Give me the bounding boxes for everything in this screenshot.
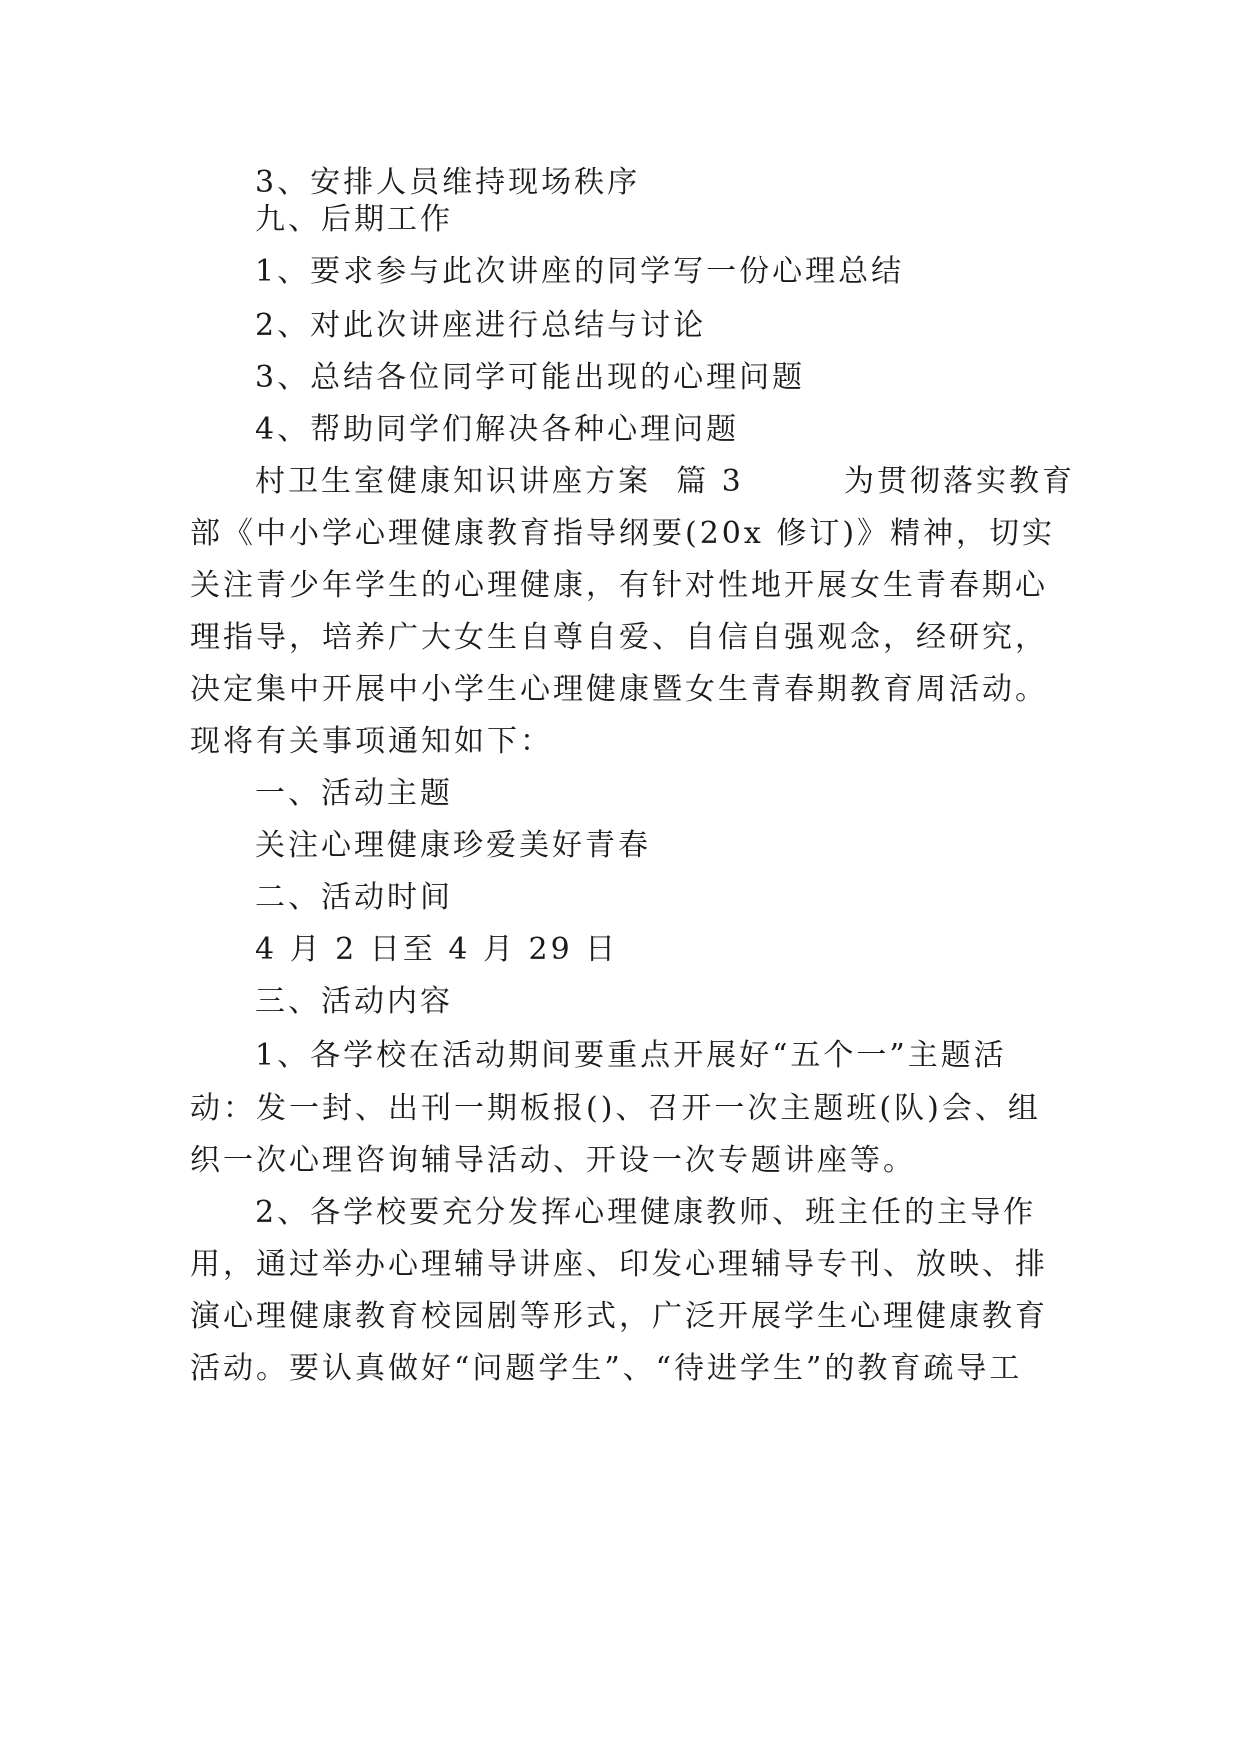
text-line: 用，通过举办心理辅导讲座、印发心理辅导专刊、放映、排 [190,1247,1048,1282]
section-heading: 一、活动主题 [255,776,453,811]
section-title: 村卫生室健康知识讲座方案 篇 3 为贯彻落实教育 [255,464,1075,499]
text-line: 4 月 2 日至 4 月 29 日 [255,932,619,967]
text-line: 2、对此次讲座进行总结与讨论 [255,308,707,343]
text-line: 1、要求参与此次讲座的同学写一份心理总结 [255,254,905,289]
text-line: 关注青少年学生的心理健康，有针对性地开展女生青春期心 [190,568,1048,603]
text-line: 部《中小学心理健康教育指导纲要(20x 修订)》精神，切实 [190,516,1056,551]
text-line: 演心理健康教育校园剧等形式，广泛开展学生心理健康教育 [190,1299,1048,1334]
text-line: 动：发一封、出刊一期板报()、召开一次主题班(队)会、组 [190,1091,1041,1126]
text-line: 决定集中开展中小学生心理健康暨女生青春期教育周活动。 [190,672,1048,707]
text-line: 现将有关事项通知如下： [190,724,553,759]
section-heading: 二、活动时间 [255,880,453,915]
text-line: 活动。要认真做好“问题学生”、“待进学生”的教育疏导工 [190,1351,1023,1386]
text-line: 2、各学校要充分发挥心理健康教师、班主任的主导作 [255,1195,1037,1230]
section-heading: 三、活动内容 [255,984,453,1019]
text-line: 理指导，培养广大女生自尊自爱、自信自强观念，经研究， [190,620,1048,655]
text-line: 3、总结各位同学可能出现的心理问题 [255,360,806,395]
text-line: 织一次心理咨询辅导活动、开设一次专题讲座等。 [190,1143,916,1178]
section-heading: 九、后期工作 [255,202,453,237]
text-line: 关注心理健康珍爱美好青春 [255,828,651,863]
text-line: 3、安排人员维持现场秩序 [255,165,641,200]
text-line: 1、各学校在活动期间要重点开展好“五个一”主题活 [255,1038,1007,1073]
text-line: 4、帮助同学们解决各种心理问题 [255,412,740,447]
